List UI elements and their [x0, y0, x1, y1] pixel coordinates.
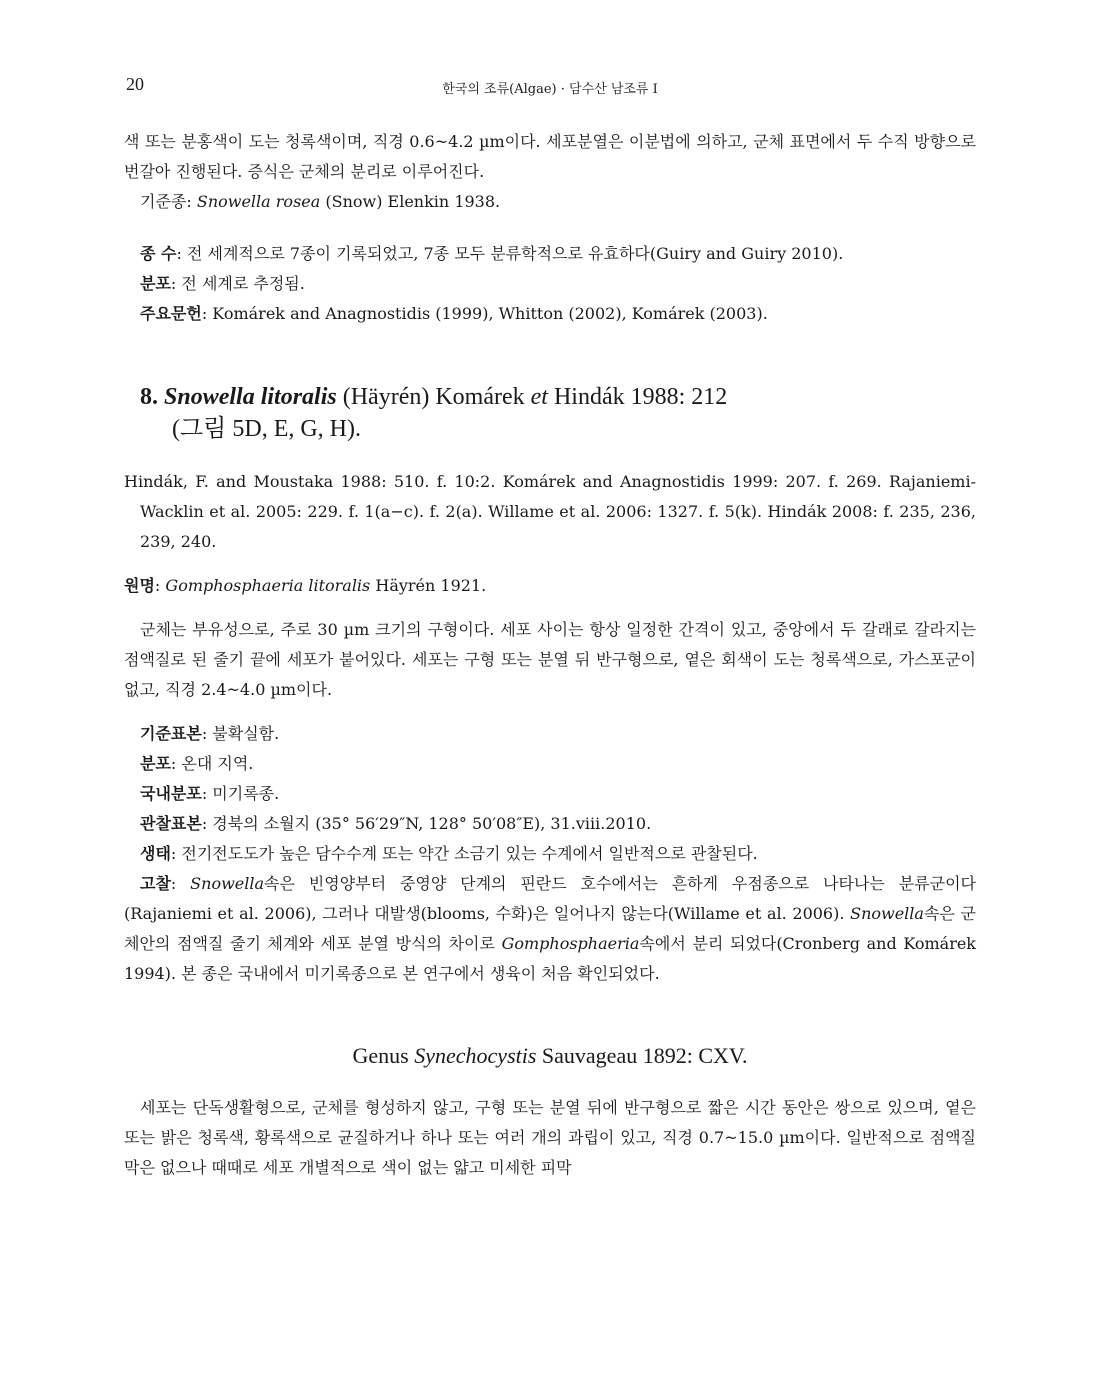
ecology-line	[124, 839, 976, 869]
discussion-text-2: 속은 빈영양부터 중영양 단계의 핀란드 호수에서는 흔하게 우점종으로 나타나는 분류군이다(Rajaniemi et al. 2006), 그러나 대발생(blooms, 수화)은 일어나지 않는다(Willame et al. 2006).	[124, 874, 976, 923]
species-heading	[124, 381, 976, 445]
discussion-label: 고찰	[140, 874, 171, 893]
genus-distribution-label: 분포	[140, 274, 171, 293]
basionym-author: Häyrén 1921.	[375, 576, 487, 595]
specimen-text: : 경북의 소월지 (35° 56′29″N, 128° 50′08″E), 31.viii.2010.	[201, 814, 652, 833]
species-figure-ref: (그림 5D, E, G, H).	[172, 416, 362, 442]
holotype-text: : 불확실함.	[201, 724, 280, 743]
references-label: 주요문헌	[140, 304, 202, 323]
genus-distribution-line	[124, 269, 976, 299]
discussion-genus-1: Snowella	[190, 874, 265, 893]
page-header	[124, 74, 976, 98]
species-number: 8.	[140, 384, 158, 410]
page-body	[124, 127, 976, 1183]
ecology-label: 생태	[140, 844, 171, 863]
basionym-line: 원명: Gomphosphaeria litoralis Häyrén 1921.	[124, 576, 487, 595]
species-description: 군체는 부유성으로, 주로 30 µm 크기의 구형이다. 세포 사이는 항상 일정한 간격이 있고, 중앙에서 두 갈래로 갈라지는 점액질로 된 줄기 끝에 세포가 붙어있다. 세포는 구형 또는 분열 뒤 반구형으로, 옅은 회색이 도는 청록색으로, 가스포군이 없고, 직경 2.4~4.0 µm이다.	[124, 620, 976, 699]
species-count-label: 종 수	[140, 244, 177, 263]
species-author-b: Hindák 1988: 212	[553, 384, 728, 410]
species-author-a: (Häyrén) Komárek	[342, 384, 525, 410]
genus-distribution-text: : 전 세계로 추정됨.	[170, 274, 305, 293]
type-species-author: (Snow) Elenkin 1938.	[325, 192, 501, 211]
species-count-line	[124, 239, 976, 269]
basionym-label: 원명	[124, 576, 155, 595]
holotype-line	[124, 719, 976, 749]
references-text: : Komárek and Anagnostidis (1999), Whitton (2002), Komárek (2003).	[201, 304, 768, 323]
species-count-text: : 전 세계적으로 7종이 기록되었고, 7종 모두 분류학적으로 유효하다(Guiry and Guiry 2010).	[176, 244, 844, 263]
type-species-name: Snowella rosea	[196, 192, 321, 211]
genus-heading	[124, 1041, 976, 1071]
genus-name: Synechocystis	[414, 1043, 537, 1068]
discussion-text-4: 속에서 분리 되었다(Cronberg and Komárek 1994). 본 종은 국내에서 미기록종으로 본 연구에서 생육이 처음 확인되었다.	[124, 934, 977, 983]
discussion-genus-3: Gomphosphaeria	[501, 934, 640, 953]
species-distribution-line	[124, 749, 976, 779]
ecology-text: : 전기전도도가 높은 담수수계 또는 약간 소금기 있는 수계에서 일반적으로 관찰된다.	[170, 844, 758, 863]
species-author-et: et	[530, 384, 548, 410]
references-line	[124, 299, 976, 329]
basionym-name: Gomphosphaeria litoralis	[165, 576, 371, 595]
discussion-text-1: :	[170, 874, 191, 893]
species-name: Snowella litoralis	[164, 384, 337, 410]
domestic-distribution-line	[124, 779, 976, 809]
genus-prefix: Genus	[352, 1043, 409, 1068]
species-citations: Hindák, F. and Moustaka 1988: 510. f. 10:2. Komárek and Anagnostidis 1999: 207. f. 269. Rajaniemi-Wacklin et al. 2005: 229. f. 1(a−c). f. 2(a). Willame et al. 2006: 1327. f. 5(k). Hindák 2008: f. 235, 236, 239, 240.	[124, 472, 976, 551]
running-title: 한국의 조류(Algae) · 담수산 남조류 I	[442, 82, 658, 97]
specimen-line	[124, 809, 976, 839]
domestic-distribution-text: : 미기록종.	[201, 784, 280, 803]
domestic-distribution-label: 국내분포	[140, 784, 202, 803]
specimen-label: 관찰표본	[140, 814, 202, 833]
holotype-label: 기준표본	[140, 724, 202, 743]
discussion-text-3: 속은 군체안의 점액질 줄기 체계와 세포 분열 방식의 차이로	[124, 904, 976, 953]
genus-description: 세포는 단독생활형으로, 군체를 형성하지 않고, 구형 또는 분열 뒤에 반구형으로 짧은 시간 동안은 쌍으로 있으며, 옅은 또는 밝은 청록색, 황록색으로 균질하거나 하나 또는 여러 개의 과립이 있고, 직경 0.7~15.0 µm이다. 일반적으로 점액질 막은 없으나 때때로 세포 개별적으로 색이 없는 얇고 미세한 피막	[124, 1098, 976, 1177]
species-distribution-text: : 온대 지역.	[170, 754, 254, 773]
genus-author: Sauvageau 1892: CXV.	[541, 1043, 748, 1068]
discussion-paragraph	[124, 869, 976, 989]
species-distribution-label: 분포	[140, 754, 171, 773]
page-number: 20	[126, 74, 144, 94]
intro-paragraph: 색 또는 분홍색이 도는 청록색이며, 직경 0.6~4.2 µm이다. 세포분열은 이분법에 의하고, 군체 표면에서 두 수직 방향으로 번갈아 진행된다. 증식은 군체의 분리로 이루어진다.	[124, 132, 976, 181]
discussion-genus-2: Snowella	[850, 904, 924, 923]
type-species-line	[124, 187, 976, 217]
type-species-label: 기준종:	[140, 192, 192, 211]
